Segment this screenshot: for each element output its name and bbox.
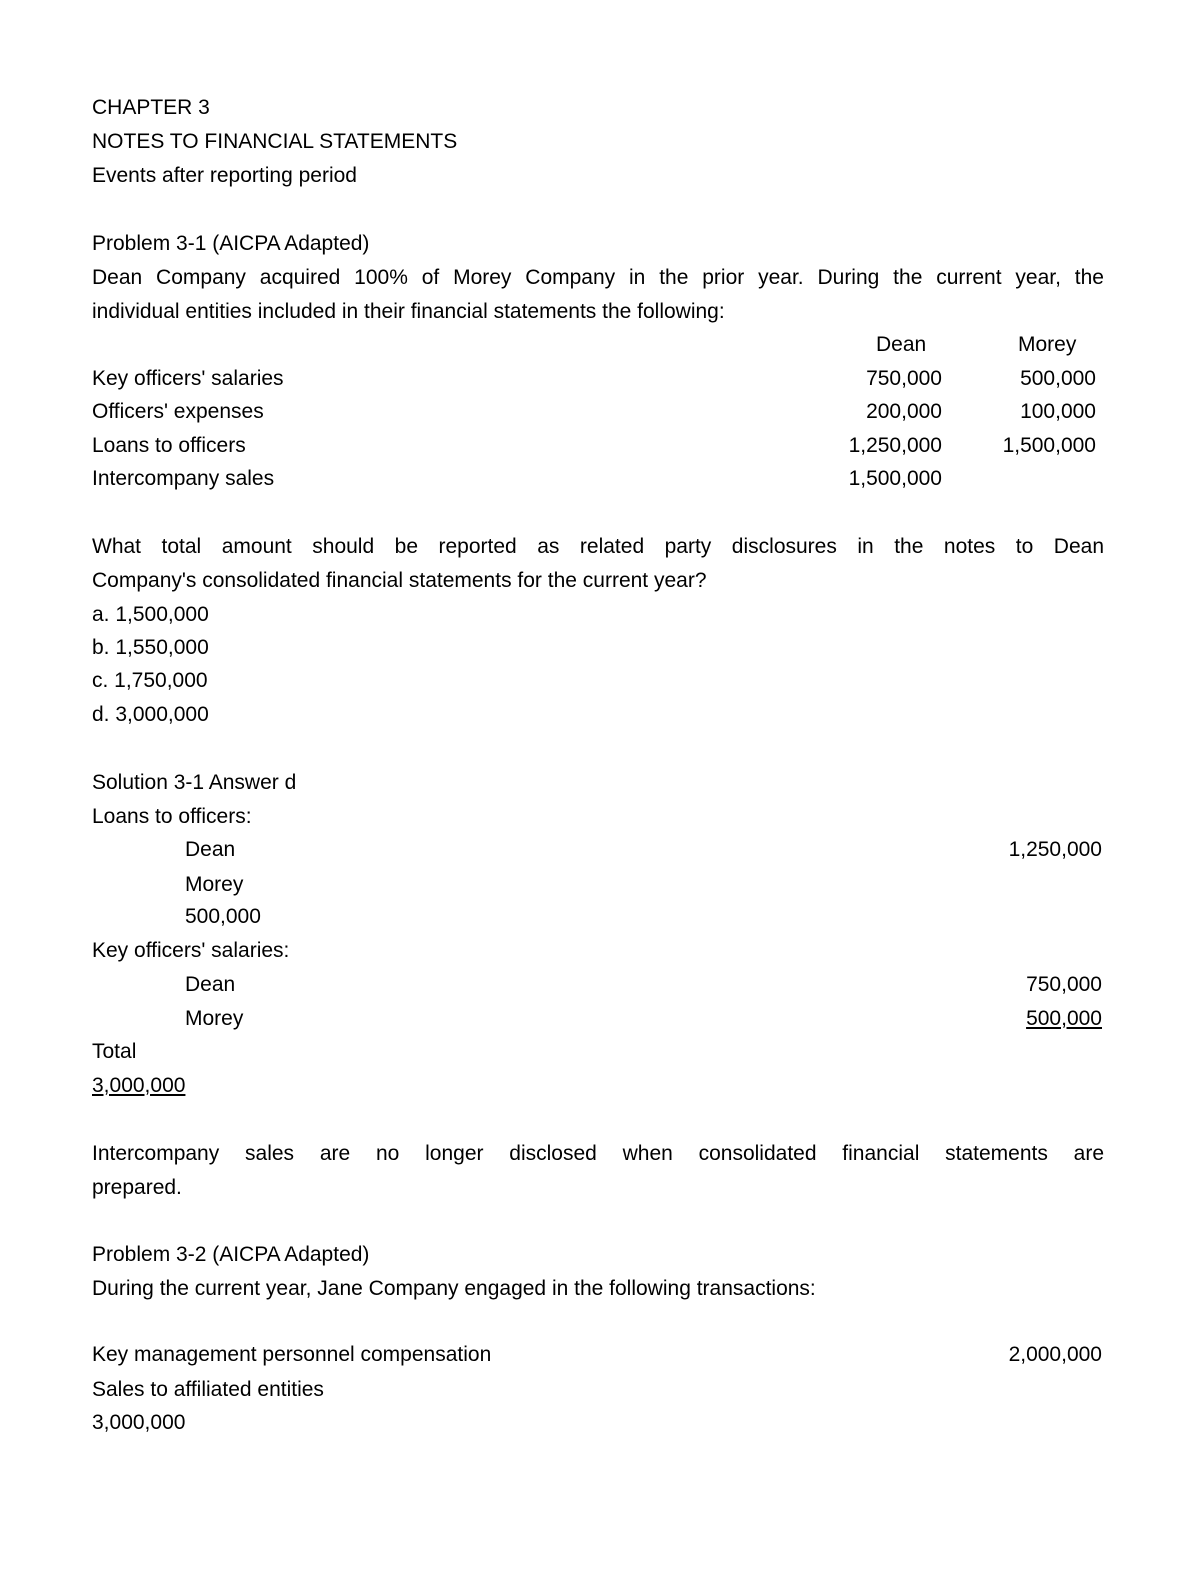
- chapter-subtitle: Events after reporting period: [92, 164, 357, 187]
- chapter-label: CHAPTER 3: [92, 96, 210, 119]
- table-cell-dean: 750,000: [866, 367, 942, 390]
- table-row-label: Key officers' salaries: [92, 367, 284, 390]
- problem-1-intro-line-2: individual entities included in their financial statements the following:: [92, 300, 725, 323]
- problem-2-intro: During the current year, Jane Company engaged in the following transactions:: [92, 1277, 816, 1300]
- sales-value: 3,000,000: [92, 1411, 186, 1434]
- salaries-dean-label: Dean: [185, 973, 236, 996]
- column-header-dean: Dean: [876, 333, 927, 356]
- note-line-1: Intercompany sales are no longer disclosed when consolidated financial statements are: [92, 1142, 1104, 1165]
- table-cell-dean: 1,250,000: [848, 434, 942, 457]
- table-cell-morey: 500,000: [1020, 367, 1096, 390]
- total-label: Total: [92, 1040, 137, 1063]
- choice-a: a. 1,500,000: [92, 603, 209, 626]
- question-line-2: Company's consolidated financial statements for the current year?: [92, 569, 707, 592]
- table-cell-morey: 1,500,000: [1002, 434, 1096, 457]
- loans-morey-value: 500,000: [185, 905, 261, 928]
- loans-morey-label: Morey: [185, 873, 244, 896]
- table-row-label: Loans to officers: [92, 434, 246, 457]
- total-value: 3,000,000: [92, 1074, 186, 1097]
- salaries-morey-label: Morey: [185, 1007, 244, 1030]
- loans-dean-value: 1,250,000: [1008, 838, 1102, 861]
- table-cell-morey: 100,000: [1020, 400, 1096, 423]
- problem-1-title: Problem 3-1 (AICPA Adapted): [92, 232, 370, 255]
- kmp-value: 2,000,000: [1008, 1343, 1102, 1366]
- chapter-title: NOTES TO FINANCIAL STATEMENTS: [92, 130, 458, 153]
- choice-c: c. 1,750,000: [92, 669, 208, 692]
- loans-dean-label: Dean: [185, 838, 236, 861]
- note-line-2: prepared.: [92, 1176, 182, 1199]
- column-header-morey: Morey: [1018, 333, 1077, 356]
- salaries-label: Key officers' salaries:: [92, 939, 290, 962]
- problem-1-intro-line-1: Dean Company acquired 100% of Morey Company in the prior year. During the current year, the: [92, 266, 1104, 289]
- kmp-label: Key management personnel compensation: [92, 1343, 492, 1366]
- question-line-1: What total amount should be reported as related party disclosures in the notes to Dean: [92, 535, 1104, 558]
- choice-d: d. 3,000,000: [92, 703, 209, 726]
- table-row-label: Officers' expenses: [92, 400, 264, 423]
- choice-b: b. 1,550,000: [92, 636, 209, 659]
- table-cell-dean: 1,500,000: [848, 467, 942, 490]
- salaries-dean-value: 750,000: [1026, 973, 1102, 996]
- loans-label: Loans to officers:: [92, 805, 252, 828]
- sales-label: Sales to affiliated entities: [92, 1378, 324, 1401]
- salaries-morey-value: 500,000: [1026, 1007, 1102, 1030]
- table-row-label: Intercompany sales: [92, 467, 275, 490]
- problem-2-title: Problem 3-2 (AICPA Adapted): [92, 1243, 370, 1266]
- table-cell-dean: 200,000: [866, 400, 942, 423]
- solution-1-title: Solution 3-1 Answer d: [92, 771, 297, 794]
